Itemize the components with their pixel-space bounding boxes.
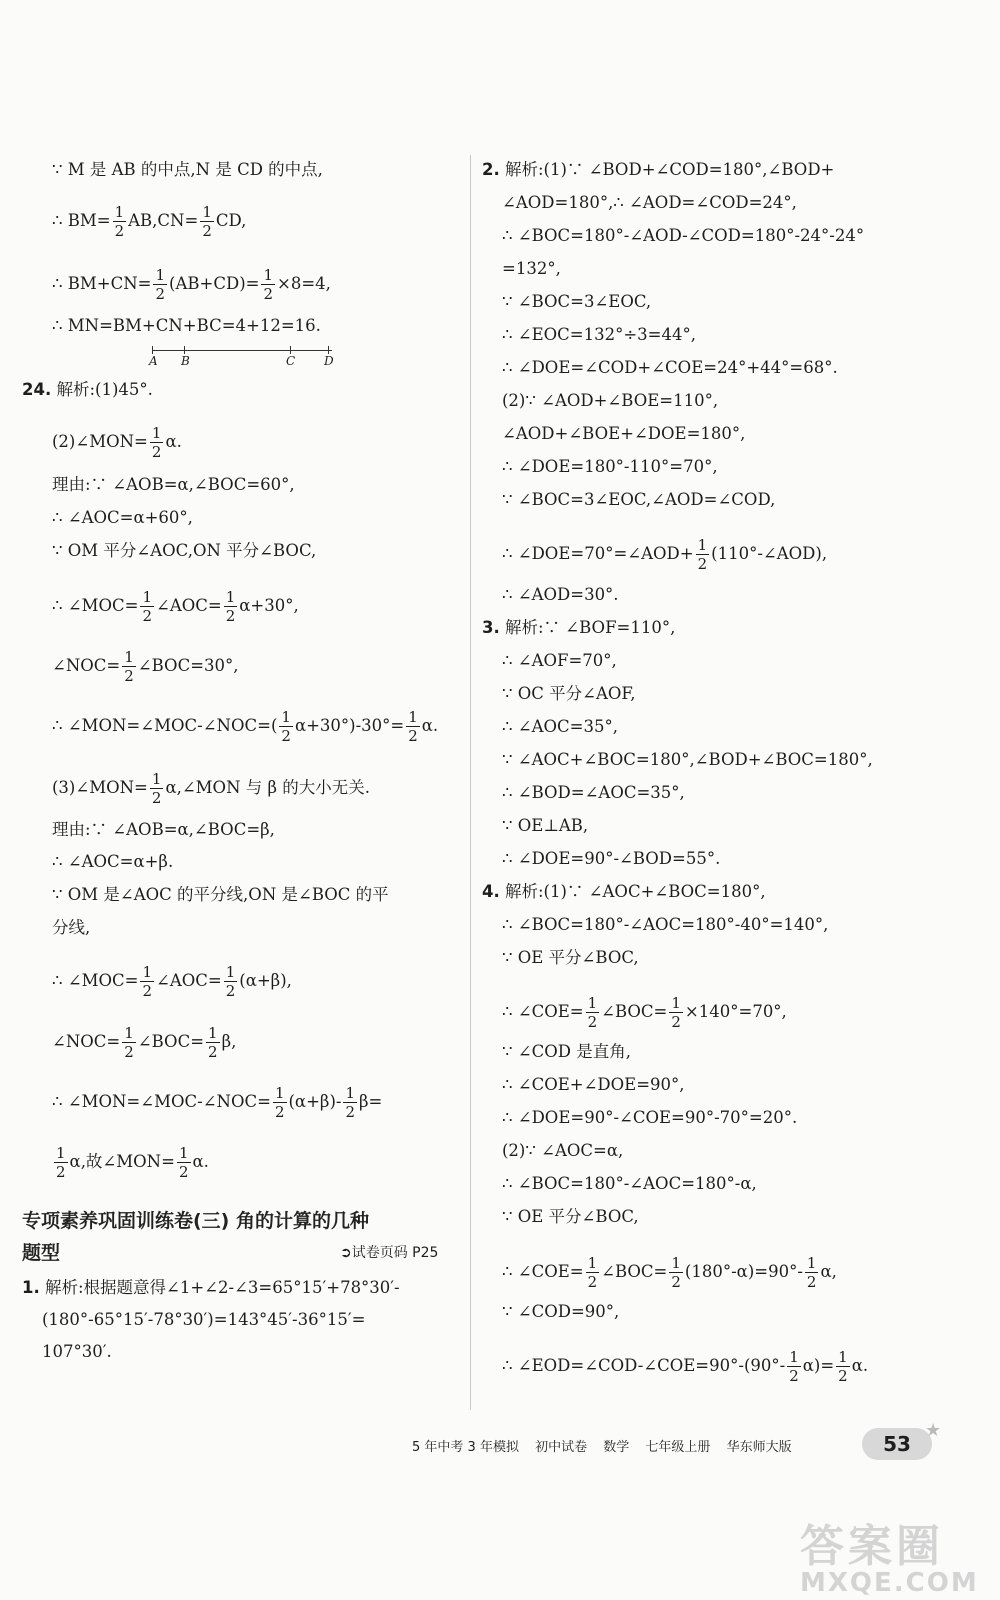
watermark: 答案圈 MXQE.COM (800, 1521, 979, 1598)
point-label: B (181, 354, 190, 368)
question-3-line: 3. 解析:∵ ∠BOF=110°, (482, 618, 676, 637)
fraction: $\frac{1}{2}$ (345, 1084, 356, 1121)
footer-item: 数学 (603, 1440, 630, 1455)
text-line: ∠NOC= $\frac{1}{2}$ ∠BOC=30°, (52, 648, 239, 685)
page-reference: ➲试卷页码 P25 (340, 1245, 439, 1261)
text-line: 理由:∵ ∠AOB=α,∠BOC=β, (52, 820, 275, 839)
fraction: $\frac{1}{2}$ (225, 588, 236, 625)
footer-item: 七年级上册 (645, 1440, 711, 1455)
text-line: (3)∠MON= $\frac{1}{2}$ α,∠MON 与 β 的大小无关. (52, 770, 371, 807)
question-1-line: 1. 解析:根据题意得∠1+∠2-∠3=65°15′+78°30′- (22, 1278, 400, 1297)
footer-item: 初中试卷 (535, 1440, 588, 1455)
text-line: ∴ ∠BOC=180°-∠AOC=180°-α, (502, 1174, 757, 1193)
question-4-line: 4. 解析:(1)∵ ∠AOC+∠BOC=180°, (482, 882, 766, 901)
fraction: $\frac{1}{2}$ (263, 266, 273, 303)
text-line: (2)∵ ∠AOC=α, (502, 1141, 624, 1160)
text-line: (2)∵ ∠AOD+∠BOE=110°, (502, 391, 719, 410)
fraction: $\frac{1}{2}$ (697, 536, 708, 573)
text-line: ∴ ∠MOC= $\frac{1}{2}$ ∠AOC= $\frac{1}{2}$ α+30°, (52, 588, 299, 625)
text-line: ∵ ∠COD 是直角, (502, 1042, 631, 1061)
fraction: $\frac{1}{2}$ (56, 1144, 66, 1181)
text-line: ∴ ∠AOC=α+60°, (52, 508, 193, 527)
star-icon: ★ (925, 1420, 942, 1441)
text-line: ∴ ∠MON=∠MOC-∠NOC=( $\frac{1}{2}$ α+30°)-30°= $\frac{1}{2}$ α. (52, 708, 439, 745)
column-divider (470, 155, 471, 1410)
text-line: ∴ ∠DOE=70°=∠AOD+ $\frac{1}{2}$ (110°-∠AOD), (502, 536, 828, 573)
text-line: $\frac{1}{2}$ α,故∠MON= $\frac{1}{2}$ α. (56, 1144, 209, 1181)
text-line: ∴ ∠AOC=35°, (502, 717, 618, 736)
text-line: ∵ OE 平分∠BOC, (502, 1207, 639, 1226)
fraction: $\frac{1}{2}$ (587, 994, 598, 1031)
text-line: ∵ OC 平分∠AOF, (502, 684, 636, 703)
text-line: ∴ ∠COE= $\frac{1}{2}$ ∠BOC= $\frac{1}{2}$ ×140°=70°, (502, 994, 787, 1031)
text-line: ∴ ∠BOD=∠AOC=35°, (502, 783, 685, 802)
fraction: $\frac{1}{2}$ (587, 1254, 598, 1291)
point-label: D (324, 354, 334, 368)
text-line: ∵ ∠AOC+∠BOC=180°,∠BOD+∠BOC=180°, (502, 750, 873, 769)
fraction: $\frac{1}{2}$ (124, 648, 134, 685)
text-line: ∵ OE 平分∠BOC, (502, 948, 639, 967)
section-title: 题型 (22, 1242, 61, 1264)
point-label: C (286, 354, 296, 368)
text-line: ∴ MN=BM+CN+BC=4+12=16. (52, 316, 321, 335)
fraction: $\frac{1}{2}$ (274, 1084, 285, 1121)
fraction: $\frac{1}{2}$ (142, 588, 152, 625)
section-title: 专项素养巩固训练卷(三) 角的计算的几种 (22, 1210, 369, 1232)
text-line: ∴ ∠AOC=α+β. (52, 852, 174, 871)
footer-item: 5 年中考 3 年模拟 (412, 1440, 519, 1455)
text-line: ∵ ∠BOC=3∠EOC, (502, 292, 652, 311)
fraction: $\frac{1}{2}$ (114, 203, 125, 240)
text-line: ∵ OM 平分∠AOC,ON 平分∠BOC, (52, 541, 317, 560)
text-line: ∴ ∠DOE=90°-∠BOD=55°. (502, 849, 721, 868)
fraction: $\frac{1}{2}$ (408, 708, 418, 745)
fraction: $\frac{1}{2}$ (838, 1348, 848, 1385)
footer-item: 华东师大版 (726, 1440, 792, 1455)
text-line: ∴ ∠EOC=132°÷3=44°, (502, 325, 696, 344)
text-line: ∴ ∠DOE=∠COD+∠COE=24°+44°=68°. (502, 358, 838, 377)
fraction: $\frac{1}{2}$ (178, 1144, 189, 1181)
fraction: $\frac{1}{2}$ (208, 1024, 218, 1061)
text-line: ∴ ∠AOD=30°. (502, 585, 619, 604)
text-line: ∵ M 是 AB 的中点,N 是 CD 的中点, (52, 160, 323, 179)
fraction: $\frac{1}{2}$ (151, 424, 162, 461)
text-line: ∵ OE⊥AB, (502, 816, 589, 835)
text-line: ∴ ∠COE+∠DOE=90°, (502, 1075, 685, 1094)
question-24-header: 24. 解析:(1)45°. (22, 380, 153, 399)
fraction: $\frac{1}{2}$ (671, 994, 681, 1031)
page-footer (412, 1436, 804, 1455)
fraction: $\frac{1}{2}$ (225, 963, 236, 1000)
text-line: ∠AOD+∠BOE+∠DOE=180°, (502, 424, 746, 443)
text-line: ∴ ∠DOE=180°-110°=70°, (502, 457, 718, 476)
text-line: (2)∠MON= $\frac{1}{2}$ α. (52, 424, 182, 461)
text-line: ∴ ∠EOD=∠COD-∠COE=90°-(90°- $\frac{1}{2}$ α)= $\frac{1}{2}$ α. (502, 1348, 869, 1385)
text-line: ∴ ∠AOF=70°, (502, 651, 617, 670)
fraction: $\frac{1}{2}$ (281, 708, 291, 745)
text-line: ∴ ∠BOC=180°-∠AOC=180°-40°=140°, (502, 915, 829, 934)
fraction: $\frac{1}{2}$ (151, 770, 162, 807)
text-line: ∴ ∠BOC=180°-∠AOD-∠COD=180°-24°-24° (502, 226, 865, 245)
page-number: 53 (862, 1428, 932, 1460)
fraction: $\frac{1}{2}$ (142, 963, 152, 1000)
text-line: ∠NOC= $\frac{1}{2}$ ∠BOC= $\frac{1}{2}$ β, (52, 1024, 237, 1061)
fraction: $\frac{1}{2}$ (202, 203, 212, 240)
text-line: 107°30′. (42, 1342, 112, 1361)
text-line: ∴ BM+CN= $\frac{1}{2}$ (AB+CD)= $\frac{1}{2}$ ×8=4, (52, 266, 331, 303)
text-line: ∴ ∠MOC= $\frac{1}{2}$ ∠AOC= $\frac{1}{2}$ (α+β), (52, 963, 292, 1000)
fraction: $\frac{1}{2}$ (789, 1348, 799, 1385)
text-line: =132°, (502, 259, 561, 278)
text-line: (180°-65°15′-78°30′)=143°45′-36°15′= (42, 1310, 366, 1329)
text-line: ∵ ∠COD=90°, (502, 1302, 620, 1321)
text-line: ∴ ∠COE= $\frac{1}{2}$ ∠BOC= $\frac{1}{2}$ (180°-α)=90°- $\frac{1}{2}$ α, (502, 1254, 837, 1291)
text-line: ∴ BM= $\frac{1}{2}$ AB,CN= $\frac{1}{2}$ CD, (52, 203, 247, 240)
point-label: A (149, 354, 158, 368)
text-line: ∠AOD=180°,∴ ∠AOD=∠COD=24°, (502, 193, 797, 212)
text-line: 分线, (52, 918, 91, 937)
fraction: $\frac{1}{2}$ (155, 266, 166, 303)
fraction: $\frac{1}{2}$ (806, 1254, 817, 1291)
text-line: 理由:∵ ∠AOB=α,∠BOC=60°, (52, 475, 295, 494)
text-line: ∴ ∠DOE=90°-∠COE=90°-70°=20°. (502, 1108, 798, 1127)
fraction: $\frac{1}{2}$ (124, 1024, 134, 1061)
segment-diagram (149, 342, 342, 372)
text-line: ∵ OM 是∠AOC 的平分线,ON 是∠BOC 的平 (52, 885, 389, 904)
question-2-line: 2. 解析:(1)∵ ∠BOD+∠COD=180°,∠BOD+ (482, 160, 835, 179)
text-line: ∴ ∠MON=∠MOC-∠NOC= $\frac{1}{2}$ (α+β)- $\frac{1}{2}$ β= (52, 1084, 383, 1121)
text-line: ∵ ∠BOC=3∠EOC,∠AOD=∠COD, (502, 490, 776, 509)
fraction: $\frac{1}{2}$ (671, 1254, 681, 1291)
